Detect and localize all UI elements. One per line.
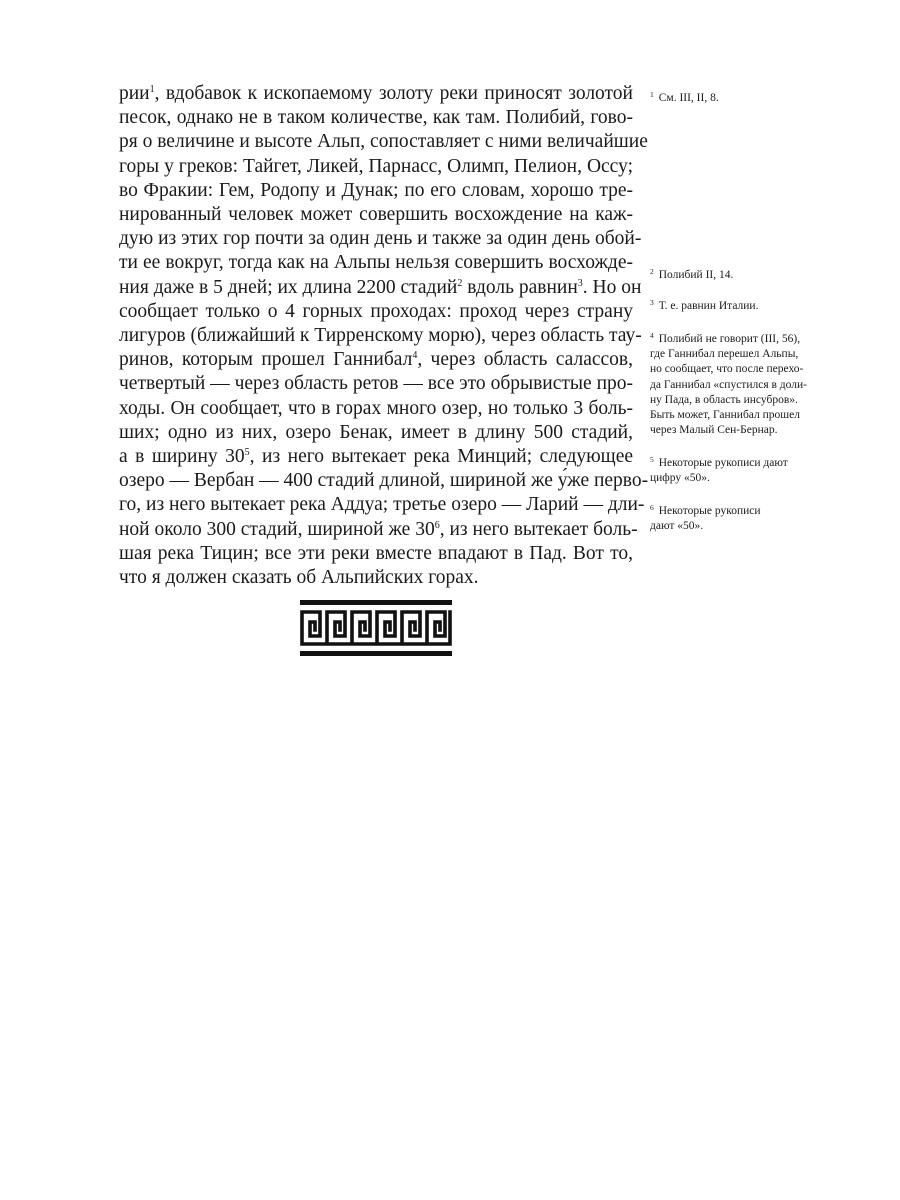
- footnote-number: 3: [650, 298, 654, 307]
- ornament-top-border: [300, 600, 452, 605]
- footnote-number: 1: [650, 90, 654, 99]
- text-line: го, из него вытекает река Аддуа; третье озеро — Ларий — дли-: [119, 494, 645, 516]
- text-line: нированный человек может совершить восхождение на каж-: [119, 204, 633, 226]
- text-line: [119, 82, 633, 106]
- text-line: ря о величине и высоте Альп, сопоставляет с ними величайшие: [119, 131, 648, 153]
- footnote-text: Некоторые рукописи дают: [658, 457, 788, 469]
- text-line: горы у греков: Тайгет, Ликей, Парнасс, Олимп, Пелион, Оссу;: [119, 155, 633, 177]
- text-line: шая река Тицин; все эти реки вместе впадают в Пад. Вот то,: [119, 542, 633, 564]
- text-line: [119, 518, 638, 542]
- footnote-text: Полибий не говорит (III, 56),: [658, 333, 801, 345]
- footnote-6: [650, 500, 840, 534]
- text-run: , из него вытекает боль-: [439, 518, 638, 540]
- footnote-3: [650, 295, 840, 314]
- footnote-number: 5: [650, 455, 654, 464]
- text-line: ходы. Он сообщает, что в горах много озер, но только 3 боль-: [119, 397, 633, 419]
- footnote-ref-5[interactable]: 5: [244, 447, 250, 459]
- text-run: а в ширину 30: [119, 446, 245, 468]
- text-line: дую из этих гор почти за один день и также за один день обой-: [119, 228, 642, 250]
- footnote-ref-1[interactable]: 1: [149, 84, 155, 95]
- footnote-text: Некоторые рукописи: [658, 505, 761, 517]
- footnote-ref-2[interactable]: 2: [457, 277, 463, 289]
- text-line: лигуров (ближайший к Тирренскому морю), через область тау-: [119, 325, 642, 347]
- footnote-ref-3[interactable]: 3: [577, 277, 583, 289]
- footnote-line: цифру «50».: [650, 472, 710, 485]
- footnote-line: Быть может, Ганнибал прошел: [650, 409, 800, 422]
- text-run: , вдобавок к ископаемому золоту реки приносят золотой: [154, 83, 633, 104]
- text-line: во Фракии: Гем, Родопу и Дунак; по его словам, хорошо тре-: [119, 179, 633, 201]
- footnote-5: [650, 452, 840, 486]
- text-line: четвертый — через область ретов — все это обрывистые про-: [119, 373, 633, 395]
- text-run: ной около 300 стадий, шириной же 30: [119, 518, 435, 540]
- footnote-number: 6: [650, 503, 654, 512]
- text-line: ти ее вокруг, тогда как на Альпы нельзя совершить восхожде-: [119, 252, 633, 274]
- greek-key-ornament-icon: [300, 600, 452, 656]
- text-line: что я должен сказать об Альпийских горах.: [119, 567, 479, 589]
- footnote-ref-6[interactable]: 6: [434, 519, 440, 531]
- text-line: [119, 348, 633, 372]
- text-line: сообщает только о 4 горных проходах: проход через страну: [119, 300, 633, 322]
- text-run: вдоль равнин: [462, 276, 578, 298]
- text-line: [119, 445, 633, 469]
- footnote-2: [650, 264, 840, 283]
- footnote-line: дают «50».: [650, 520, 704, 533]
- text-run: ринов, которым прошел Ганнибал: [119, 349, 413, 371]
- footnote-line: через Малый Сен-Бернар.: [650, 424, 778, 437]
- meander-pattern: [302, 612, 450, 644]
- footnote-4: [650, 328, 840, 438]
- footnote-text: Полибий II, 14.: [658, 269, 734, 281]
- text-run: , через область салассов,: [417, 349, 633, 371]
- footnote-line: но сообщает, что после перехо-: [650, 363, 804, 376]
- footnote-text: Т. е. равнин Италии.: [658, 300, 759, 312]
- text-line: песок, однако не в таком количестве, как там. Полибий, гово-: [119, 107, 633, 129]
- footnote-1: [650, 87, 840, 106]
- text-run: . Но он: [582, 276, 642, 298]
- text-line: [119, 276, 642, 300]
- footnote-line: ну Пада, в область инсубров».: [650, 393, 798, 406]
- text-run: ния даже в 5 дней; их длина 2200 стадий: [119, 276, 458, 298]
- footnote-text: См. III, II, 8.: [658, 92, 719, 104]
- text-line: озеро — Вербан — 400 стадий длиной, шириной же у́же перво-: [119, 470, 649, 492]
- main-text: [119, 82, 649, 590]
- footnote-line: [650, 328, 840, 347]
- footnote-ref-4[interactable]: 4: [412, 350, 418, 362]
- text-run: рии: [119, 83, 150, 104]
- footnote-line: [650, 452, 840, 471]
- ornament-bottom-border: [300, 651, 452, 656]
- footnote-number: 2: [650, 267, 654, 276]
- footnote-line: да Ганнибал «спустился в доли-: [650, 378, 807, 391]
- text-line: ших; одно из них, озеро Бенак, имеет в длину 500 стадий,: [119, 421, 633, 443]
- footnote-line: где Ганнибал перешел Альпы,: [650, 348, 799, 361]
- footnote-number: 4: [650, 331, 654, 340]
- text-run: , из него вытекает река Минций; следующее: [249, 446, 634, 468]
- footnote-line: [650, 500, 840, 519]
